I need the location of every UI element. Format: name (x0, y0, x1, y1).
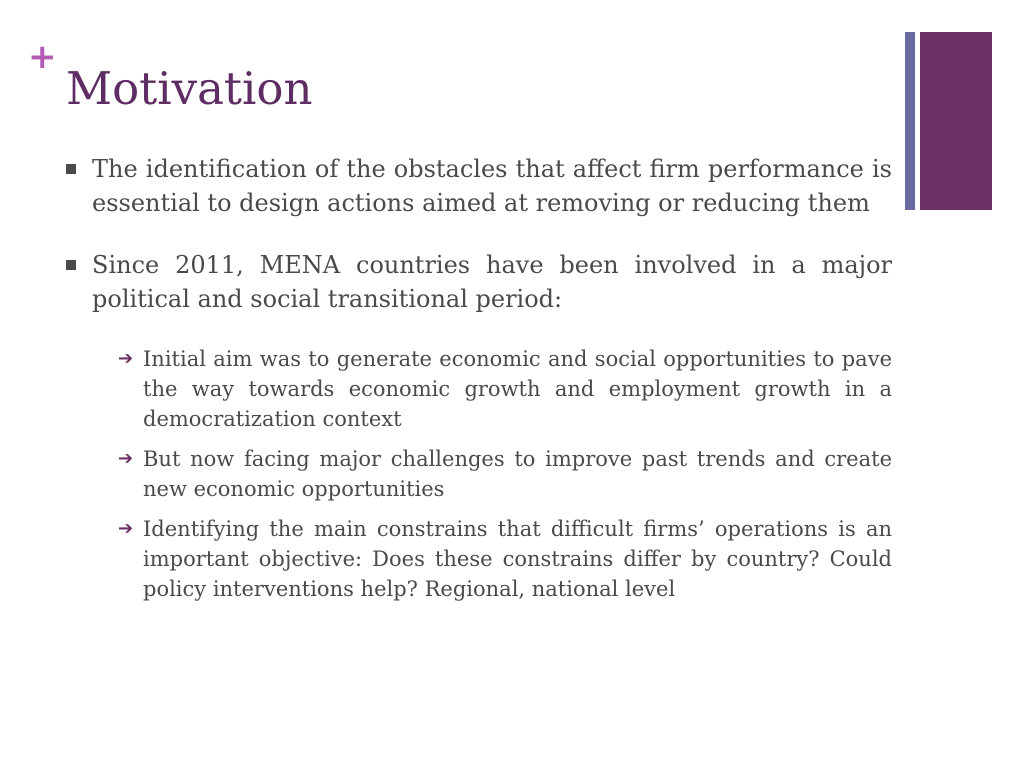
bullet-text: The identification of the obstacles that affect firm performance is essential to design actions aimed at removing or reducing them (92, 155, 892, 217)
sub-bullet-item (118, 514, 892, 604)
bullet-text: Since 2011, MENA countries have been involved in a major political and social transitional period: (92, 251, 892, 313)
sub-bullet-text: But now facing major challenges to improve past trends and create new economic opportunities (143, 447, 892, 501)
square-bullet-icon (66, 164, 76, 174)
bullet-item (66, 152, 892, 220)
slide-title: Motivation (66, 62, 313, 115)
square-bullet-icon (66, 260, 76, 270)
bullet-item (66, 248, 892, 316)
arrow-right-icon: ➔ (118, 518, 134, 539)
sub-bullet-text: Initial aim was to generate economic and social opportunities to pave the way towards economic growth and employment growth in a democratization context (143, 347, 892, 431)
decorative-bar-thin (905, 32, 915, 210)
decorative-bar-thick (920, 32, 992, 210)
sub-bullet-item (118, 444, 892, 504)
sub-bullet-text: Identifying the main constrains that difficult firms’ operations is an important objective: Does these constrains differ by country? Could policy interventions help? Regional, national level (143, 517, 892, 601)
sub-bullet-item (118, 344, 892, 434)
sub-bullet-list (66, 344, 892, 604)
slide-content (66, 152, 892, 614)
arrow-right-icon: ➔ (118, 448, 134, 469)
arrow-right-icon: ➔ (118, 348, 134, 369)
plus-icon: + (28, 37, 57, 77)
